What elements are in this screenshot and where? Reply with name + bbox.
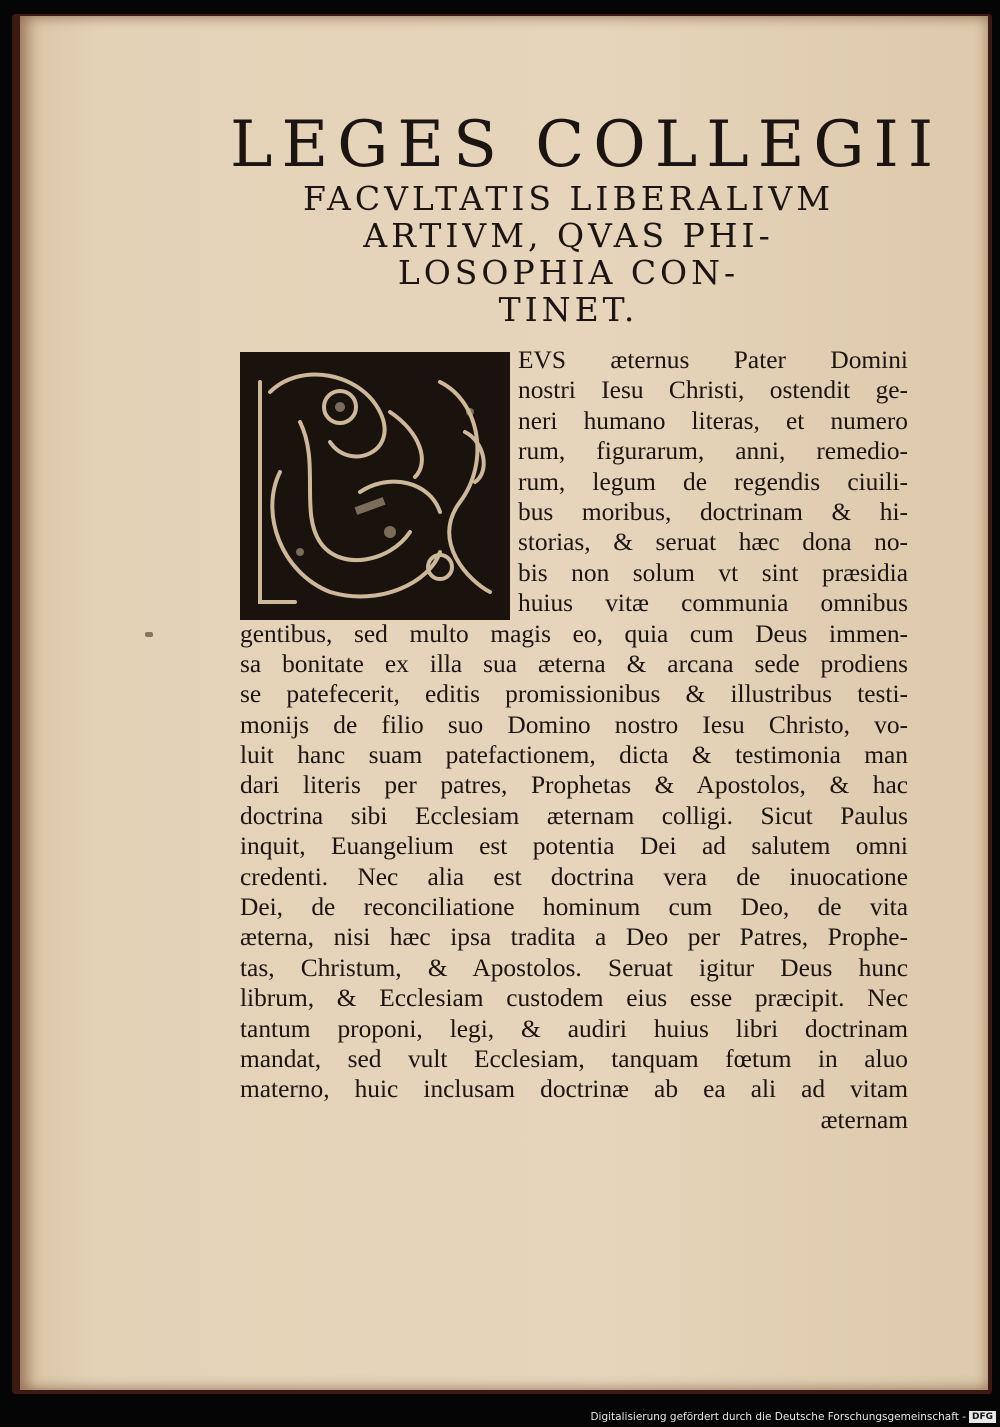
text-line: inquit, Euangelium est potentia Dei ad salutem omni: [240, 832, 908, 861]
subtitle-line: FACVLTATIS LIBERALIVM: [302, 179, 835, 218]
digitization-footer: [590, 1411, 996, 1423]
subtitle-line: ARTIVM, QVAS PHI-: [363, 216, 774, 255]
text-line: materno, huic inclusam doctrinæ ab ea ali ad vitam: [240, 1075, 908, 1104]
text-line: storias, & seruat hæc dona no-: [518, 528, 908, 557]
text-line: rum, legum de regendis ciuili-: [518, 467, 908, 496]
dfg-logo-icon: DFG: [969, 1411, 996, 1423]
body-paragraph: [240, 345, 908, 1135]
text-line: nostri Iesu Christi, ostendit ge-: [518, 376, 908, 405]
text-line: gentibus, sed multo magis eo, quia cum Deus immen-: [240, 619, 908, 648]
subtitle-line: LOSOPHIA CON-: [397, 253, 740, 292]
text-line: dari literis per patres, Prophetas & Apostolos, & hac: [240, 771, 908, 800]
subtitle-line: TINET.: [498, 290, 639, 329]
footer-text: Digitalisierung gefördert durch die Deutsche Forschungsgemeinschaft -: [590, 1411, 966, 1423]
text-line: EVS æternus Pater Domini: [518, 346, 908, 374]
text-line: sa bonitate ex illa sua æterna & arcana sede prodiens: [240, 649, 908, 678]
text-line: tantum proponi, legi, & audiri huius libri doctrinam: [240, 1014, 908, 1043]
text-line: librum, & Ecclesiam custodem eius esse præcipit. Nec: [240, 984, 908, 1013]
text-line: tas, Christum, & Apostolos. Seruat igitur Deus hunc: [240, 953, 908, 982]
text-line: luit hanc suam patefactionem, dicta & testimonia man: [240, 741, 908, 770]
text-line: rum, figurarum, anni, remedio-: [518, 437, 908, 466]
text-line: bus moribus, doctrinam & hi-: [518, 497, 908, 526]
page-subtitle: [232, 180, 905, 328]
catchword: æternam: [820, 1105, 908, 1134]
text-line: monijs de filio suo Domino nostro Iesu Christo, vo-: [240, 710, 908, 739]
text-line: æterna, nisi hæc ipsa tradita a Deo per Patres, Prophe-: [240, 923, 908, 952]
text-line: mandat, sed vult Ecclesiam, tanquam fœtum in aluo: [240, 1044, 908, 1073]
text-line: neri humano literas, et numero: [518, 406, 908, 435]
margin-mark: [145, 632, 153, 637]
text-line: se patefecerit, editis promissionibus & illustribus testi-: [240, 680, 908, 709]
text-line: credenti. Nec alia est doctrina vera de inuocatione: [240, 862, 908, 891]
text-line: bis non solum vt sint præsidia: [518, 558, 908, 587]
text-line: huius vitæ communia omnibus: [518, 589, 908, 618]
text-line: Dei, de reconciliatione hominum cum Deo, de vita: [240, 893, 908, 922]
page-title: LEGES COLLEGII: [230, 108, 943, 182]
text-line: doctrina sibi Ecclesiam æternam colligi. Sicut Paulus: [240, 801, 908, 830]
